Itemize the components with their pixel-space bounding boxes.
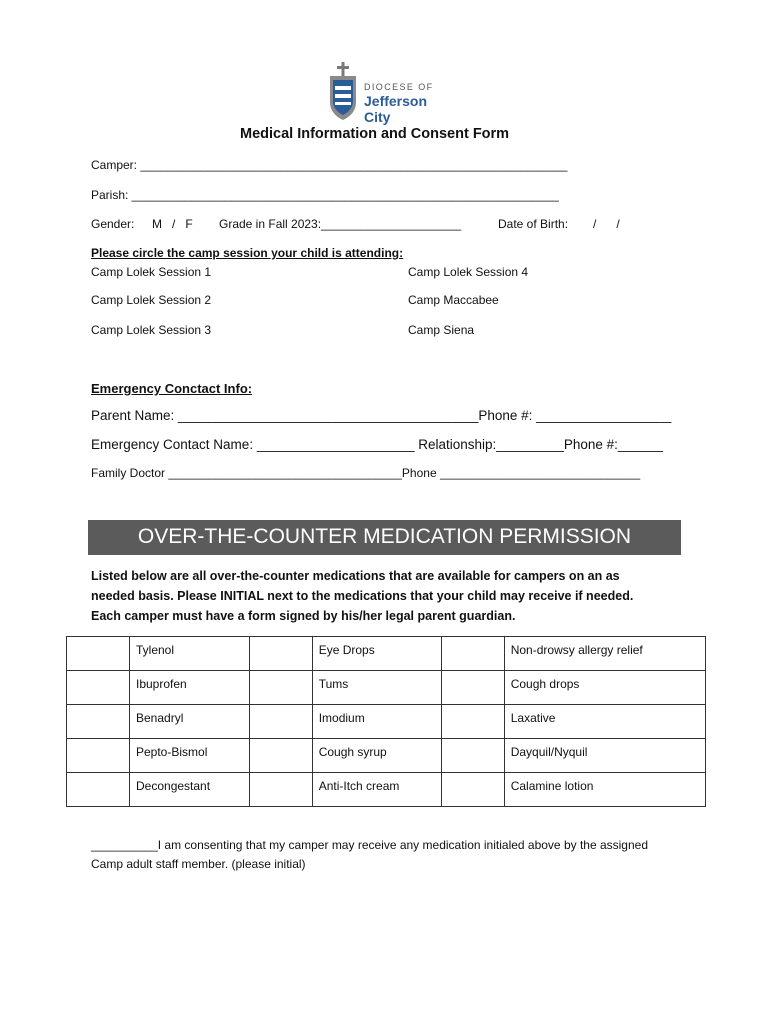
medication-name: Laxative — [504, 705, 705, 739]
initial-box[interactable] — [441, 739, 504, 773]
medication-name: Decongestant — [130, 773, 250, 807]
session-option[interactable]: Camp Lolek Session 4 — [408, 265, 529, 279]
session-option[interactable]: Camp Lolek Session 1 — [91, 265, 212, 279]
session-option[interactable]: Camp Lolek Session 2 — [91, 293, 212, 307]
medication-name: Non-drowsy allergy relief — [504, 637, 705, 671]
diocese-logo — [326, 62, 456, 125]
initial-box[interactable] — [67, 739, 130, 773]
medication-name: Cough drops — [504, 671, 705, 705]
dob-label: Date of Birth: — [498, 217, 569, 231]
medication-name: Tums — [312, 671, 441, 705]
medication-name: Tylenol — [130, 637, 250, 671]
medication-name: Dayquil/Nyquil — [504, 739, 705, 773]
initial-box[interactable] — [67, 671, 130, 705]
form-title: Medical Information and Consent Form — [240, 126, 510, 142]
medication-name: Cough syrup — [312, 739, 441, 773]
initial-box[interactable] — [249, 773, 312, 807]
medication-name: Anti-Itch cream — [312, 773, 441, 807]
medication-table — [66, 636, 706, 807]
session-option[interactable]: Camp Siena — [408, 323, 475, 337]
table-row — [67, 637, 706, 671]
medication-name: Calamine lotion — [504, 773, 705, 807]
medication-name: Eye Drops — [312, 637, 441, 671]
logo-line1: DIOCESE OF — [364, 82, 434, 92]
initial-box[interactable] — [67, 705, 130, 739]
initial-box[interactable] — [441, 773, 504, 807]
initial-box[interactable] — [67, 637, 130, 671]
initial-box[interactable] — [249, 637, 312, 671]
session-heading: Please circle the camp session your child is attending: — [91, 246, 404, 260]
parish-field[interactable]: Parish: ________________________________________________________________ — [91, 188, 559, 202]
medication-name: Imodium — [312, 705, 441, 739]
medication-name: Pepto-Bismol — [130, 739, 250, 773]
initial-box[interactable] — [441, 637, 504, 671]
logo-line2: Jefferson City — [364, 93, 428, 125]
emergency-contact-field[interactable]: Emergency Contact Name: _____________________ Relationship:_________Phone #:______ — [91, 437, 663, 452]
gender-options[interactable]: M / F — [152, 217, 193, 231]
medication-name: Ibuprofen — [130, 671, 250, 705]
otc-intro: needed basis. Please INITIAL next to the medications that your child may receive if needed. — [91, 589, 634, 603]
consent-line2: Camp adult staff member. (please initial) — [91, 857, 306, 871]
otc-intro: Listed below are all over-the-counter medications that are available for campers on an as — [91, 569, 620, 583]
camper-field[interactable]: Camper: ________________________________________________________________ — [91, 158, 568, 172]
table-row — [67, 705, 706, 739]
otc-banner-text: OVER-THE-COUNTER MEDICATION PERMISSION — [137, 525, 632, 548]
family-doctor-field[interactable]: Family Doctor ___________________________________Phone ______________________________ — [91, 466, 641, 480]
session-option[interactable]: Camp Maccabee — [408, 293, 499, 307]
initial-box[interactable] — [249, 671, 312, 705]
grade-field[interactable]: Grade in Fall 2023:_____________________ — [219, 217, 462, 231]
medication-name: Benadryl — [130, 705, 250, 739]
table-row — [67, 773, 706, 807]
crest-icon — [326, 62, 360, 122]
initial-box[interactable] — [441, 705, 504, 739]
initial-box[interactable] — [249, 739, 312, 773]
gender-label: Gender: — [91, 217, 135, 231]
initial-box[interactable] — [441, 671, 504, 705]
initial-box[interactable] — [67, 773, 130, 807]
table-row — [67, 671, 706, 705]
parent-name-field[interactable]: Parent Name: ________________________________________Phone #: __________________ — [91, 408, 672, 423]
initial-box[interactable] — [249, 705, 312, 739]
otc-banner — [88, 520, 681, 555]
dob-field[interactable]: / / — [593, 217, 620, 231]
emergency-heading: Emergency Conctact Info: — [91, 381, 253, 396]
consent-line[interactable]: __________I am consenting that my camper may receive any medication initialed above by the assigned — [91, 838, 648, 852]
otc-intro: Each camper must have a form signed by his/her legal parent guardian. — [91, 609, 516, 623]
session-option[interactable]: Camp Lolek Session 3 — [91, 323, 212, 337]
table-row — [67, 739, 706, 773]
